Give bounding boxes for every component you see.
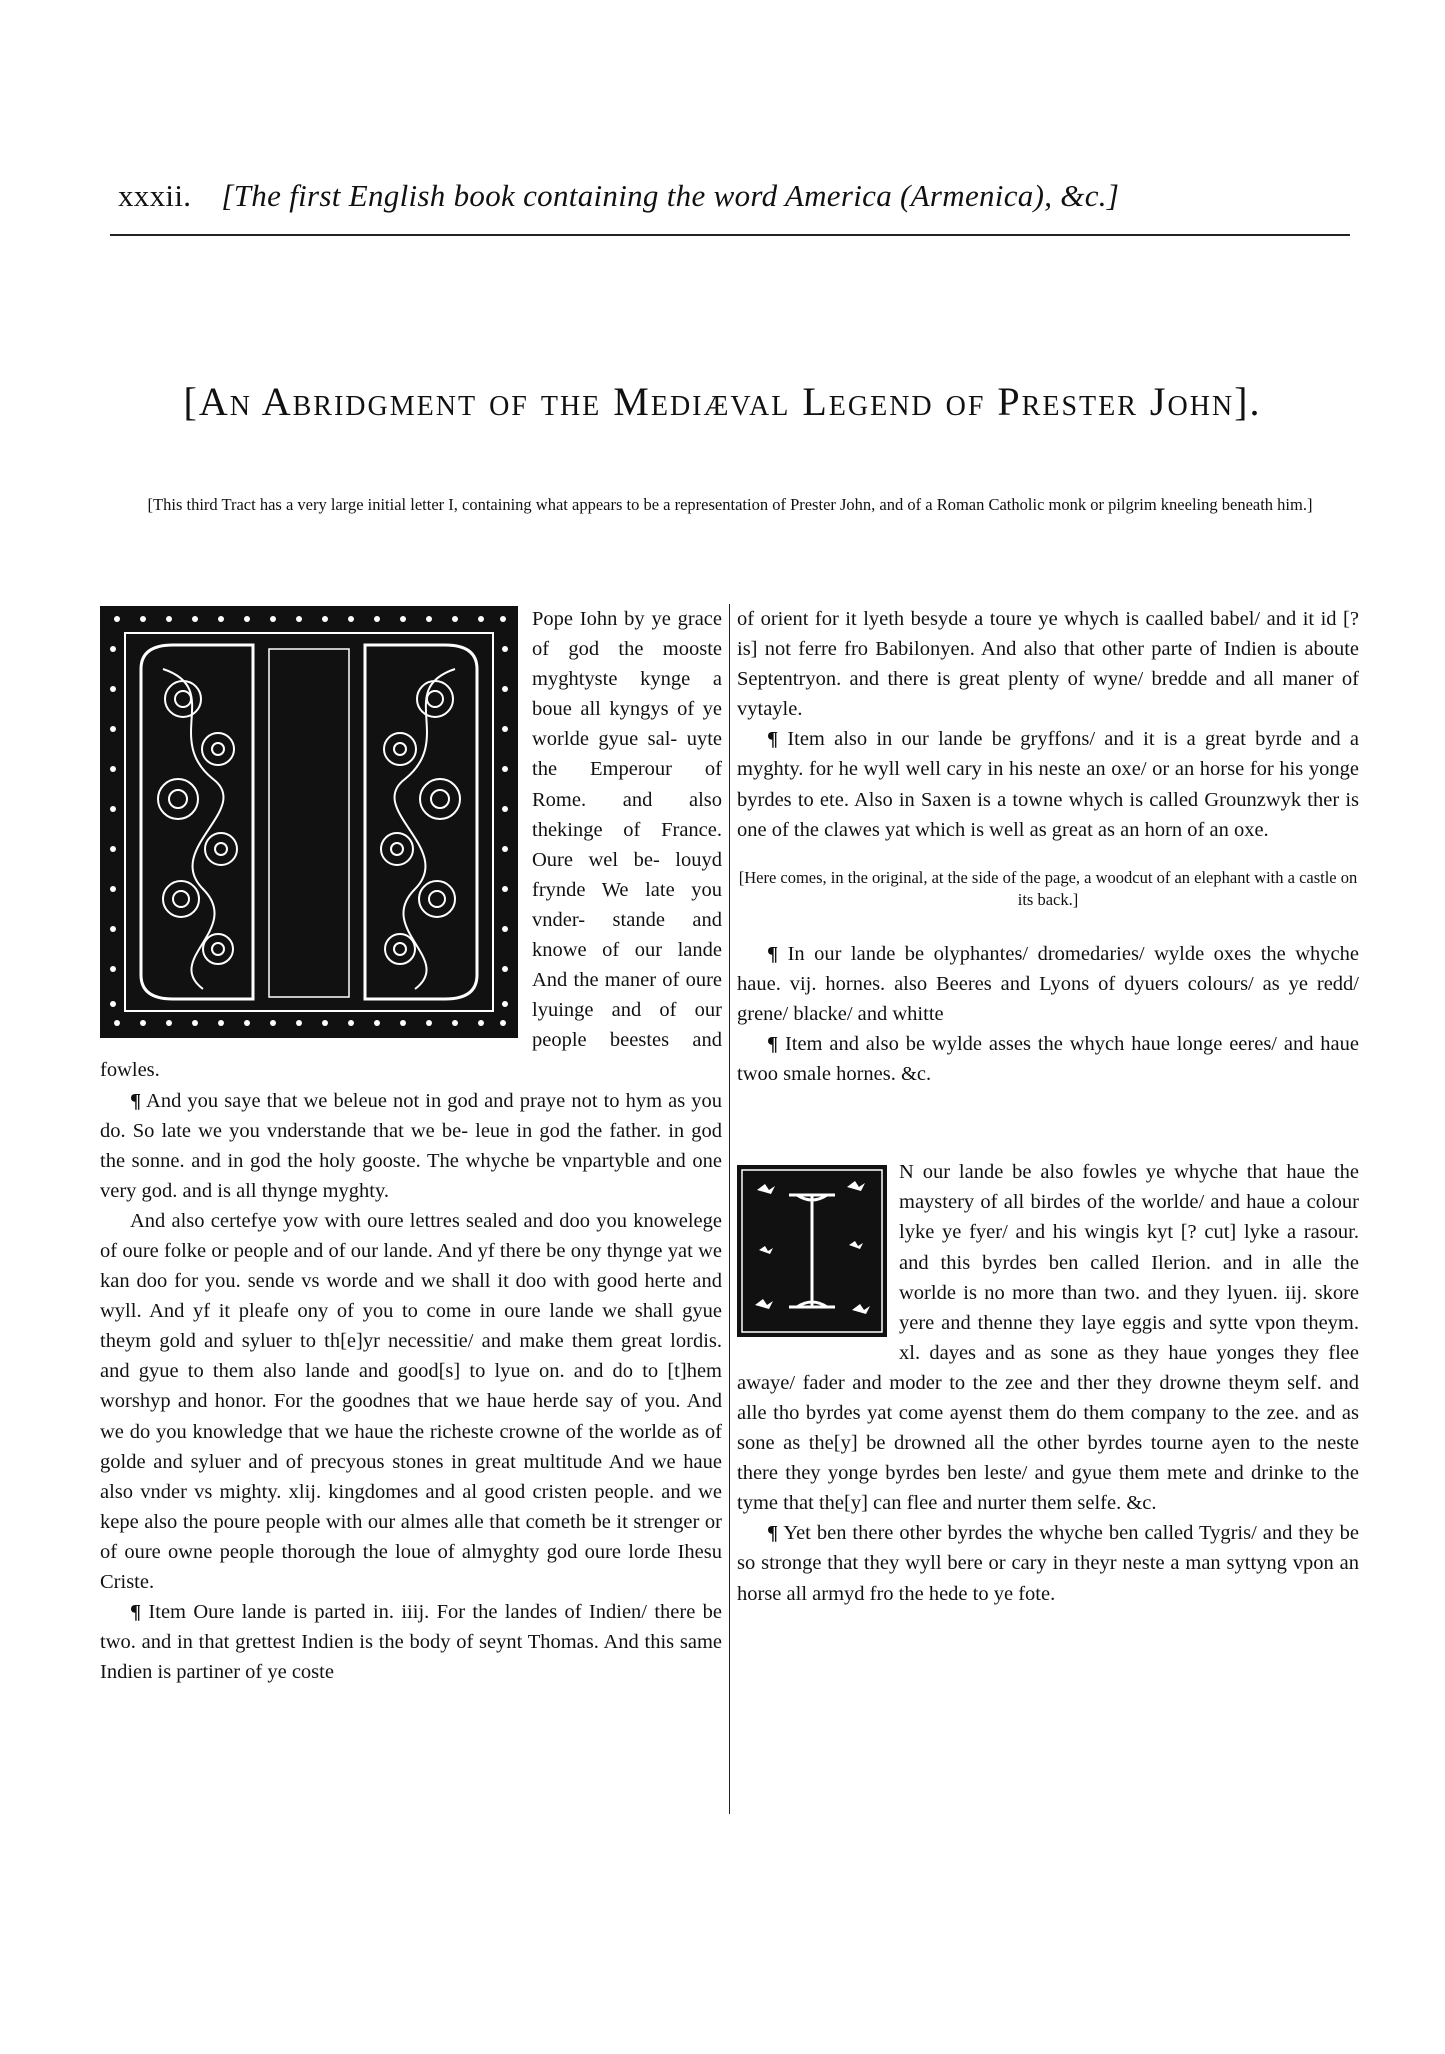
editor-note: [This third Tract has a very large initial letter I, containing what appears to be a representation of Prester John, and of a Roman Catholic monk or pilgrim kneeling beneath him.] <box>147 495 1313 514</box>
right-paragraph-3 <box>737 939 1359 1029</box>
pilcrow-icon: ¶ <box>767 728 779 751</box>
right-paragraph-4 <box>737 1029 1359 1089</box>
running-title: [The first English book containing the word America (Armenica), &c.] <box>221 178 1120 213</box>
right-paragraph-2-text: Item also in our lande be gryffons/ and it is a great byrde and a myghty. for he wyll well cary in his neste an oxe/ or an horse for his yonge byrdes to ete. Also in Saxen is a towne whych is called Grounzwyk ther is one of the clawes yat which is well as great as an horn of an oxe. <box>737 728 1359 841</box>
pilcrow-icon: ¶ <box>130 1601 142 1624</box>
header-rule <box>110 234 1350 236</box>
ornamental-initial-icon <box>103 609 515 1035</box>
left-paragraph-2 <box>100 1086 722 1206</box>
pilcrow-icon: ¶ <box>767 1522 779 1545</box>
woodcut-note: [Here comes, in the original, at the side of the page, a woodcut of an elephant with a castle on its back.] <box>738 867 1358 909</box>
right-paragraph-4-text: Item and also be wylde asses the whych haue longe eeres/ and haue twoo smale hornes. &c. <box>737 1033 1359 1086</box>
page-title: [An Abridgment of the Mediæval Legend of Prester John]. <box>183 379 1262 424</box>
initial-letter-i-woodcut <box>100 606 518 1038</box>
left-paragraph-3: And also certefye yow with oure lettres sealed and doo you knowelege of oure folke or people and of our lande. And yf there be ony thynge yat we kan doo for you. sende vs worde and we shall it doo with good herte and wyll. And yf it pleafe ony of you to come in oure lande we shall gyue theym gold and syluer to th[e]yr necessitie/ and make them great lordis. and gyue to them also lande and good[s] to lyue on. and do to [t]hem worshyp and honor. For the goodnes that we haue herde say of you. And we do you knowledge that we haue the richeste crowne of the worlde as of golde and syluer and of precyous stones in great multitude And we haue also vnder vs mighty. xlij. kingdomes and al good cristen people. and we kepe also the poure people with our almes alle that cometh be it strenger or of oure owne people thorough the loue of almyghty god oure lorde Ihesu Criste. <box>100 1209 722 1593</box>
pilcrow-icon: ¶ <box>767 942 779 965</box>
pilcrow-icon: ¶ <box>767 1033 779 1056</box>
right-paragraph-1: of orient for it lyeth besyde a toure ye whych is caalled babel/ and it id [? is] not ferre fro Babilonyen. And also that other parte of Indien is aboute Septentryon. and there is great plenty of wyne/ bredde and all maner of vytayle. <box>737 608 1359 721</box>
left-paragraph-2-text: And you saye that we beleue not in god and praye not to hym as you do. So late we you vnderstande that we be- leue in god the father. in god the sonne. and in god the holy gooste. The whyche be vnpartyble and one very god. and is all thynge myghty. <box>100 1089 722 1202</box>
left-paragraph-1: Pope Iohn by ye grace of god the mooste myghtyste kynge a boue all kyngys of ye worlde gyue sal- uyte the Emperour of Rome. and also thekinge of France. Oure wel be- louyd frynde We late you vnder- stande and knowe of our lande And the maner of oure lyuinge and of our people beestes and fowles. <box>100 608 722 1082</box>
right-paragraph-6-text: Yet ben there other byrdes the whyche ben called Tygris/ and they be so stronge that they wyll bere or cary in theyr neste a man syttyng vpon an horse all armyd fro the hede to ye fote. <box>737 1522 1359 1605</box>
pilcrow-icon: ¶ <box>130 1089 142 1112</box>
left-paragraph-4-text: Item Oure lande is parted in. iiij. For the landes of Indien/ there be two. and in that grettest Indien is the body of seynt Thomas. And this same Indien is partiner of ye coste <box>100 1601 722 1684</box>
running-header <box>118 178 1348 218</box>
right-paragraph-2 <box>737 724 1359 844</box>
right-paragraph-3-text: In our lande be olyphantes/ dromedaries/ wylde oxes the whyche haue. vij. hornes. also Beeres and Lyons of dyuers colours/ as ye redd/ grene/ blacke/ and whitte <box>737 942 1359 1025</box>
right-paragraph-6 <box>737 1518 1359 1608</box>
column-divider <box>729 604 730 1814</box>
running-header-text: xxxii. <box>118 178 192 213</box>
initial-letter-i-birds-woodcut <box>737 1165 887 1337</box>
right-paragraph-5: N our lande be also fowles ye whyche that haue the maystery of all birdes of the worlde/ and haue a colour lyke ye fyer/ and his wingis kyt [? cut] lyke a rasour. and this byrdes ben called Ilerion. and in alle the worlde is no more than two. and they lyuen. iij. skore yere and thenne they laye eggis and sytte vpon theym. xl. dayes and as sone as they haue yonges they flee awaye/ fader and moder to the zee and ther they drowne theym self. and alle tho byrdes yat come ayenst them do them company to the zee. and as sone as the[y] be drowned all the other byrdes tourne ayen to the neste there they yonge byrdes ben leste/ and gyue them mete and drinke to the tyme that the[y] can flee and nurter them selfe. &c. <box>737 1161 1359 1515</box>
right-column <box>737 604 1359 1609</box>
left-paragraph-4 <box>100 1597 722 1687</box>
spacer <box>737 1089 1359 1157</box>
bird-initial-icon <box>737 1165 887 1337</box>
left-column <box>100 604 722 1687</box>
